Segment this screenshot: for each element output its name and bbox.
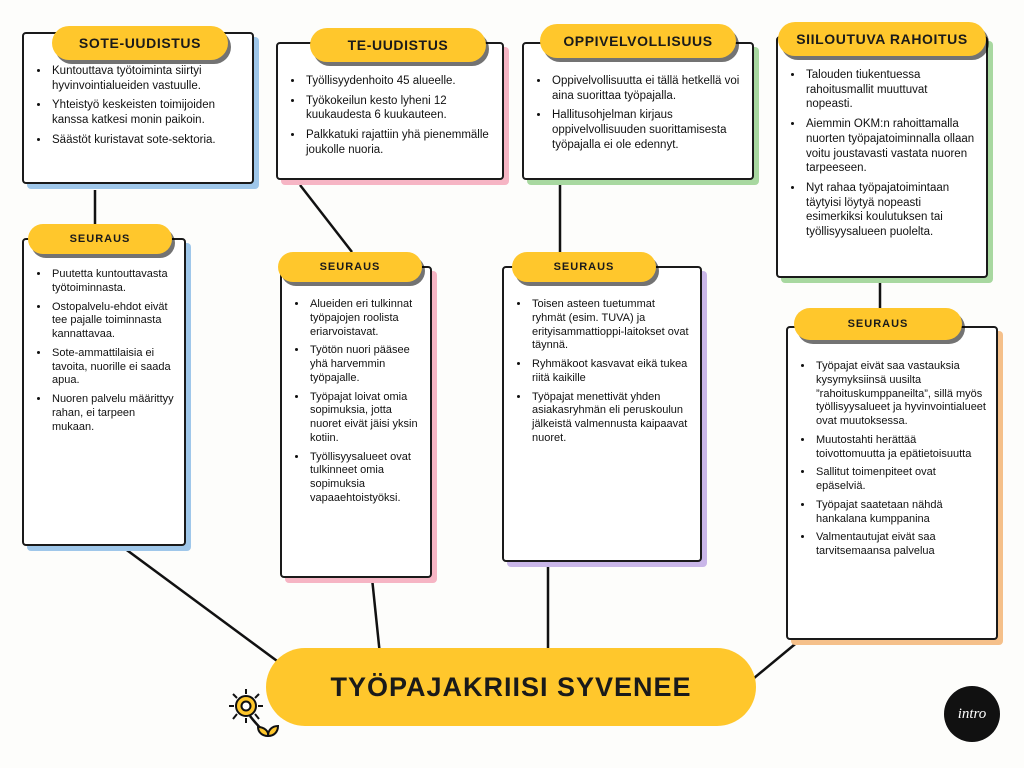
header-label: SIILOUTUVA RAHOITUS [796,31,968,47]
list-item: • Valmentautujat eivät saa tarvitsemaansa palvelua [814,531,986,559]
header-seuraus-oppivelvollisuus [512,252,656,282]
list-item: • Kuntouttava työtoiminta siirtyi hyvinvointialueiden vastuulle. [50,64,242,93]
list-item: • Yhteistyö keskeisten toimijoiden kanssa katkesi monin paikoin. [50,98,242,127]
list-item: • Työpajat eivät saa vastauksia kysymyksiinsä uusilta ”rahoituskumppaneilta”, sillä myös työllisyysalueet ja hyvinvointialueet ovat muutoksessa. [814,360,986,429]
card-oppivelvollisuus-list [534,74,742,153]
card-te-uudistus [276,42,504,180]
list-item: • Työtön nuori pääsee yhä harvemmin työpajalle. [308,344,420,385]
page-title-label: TYÖPAJAKRIISI SYVENEE [330,671,692,702]
list-item: • Säästöt kuristavat sote-sektoria. [50,133,242,148]
list-item: • Hallitusohjelman kirjaus oppivelvollisuuden suorittamisesta työpajalla ei ole edennyt. [550,108,742,152]
header-label: SEURAUS [553,261,615,273]
list-item: • Palkkatuki rajattiin yhä pienemmälle joukolle nuoria. [304,128,492,157]
list-item: • Talouden tiukentuessa rahoitusmallit muuttuvat nopeasti. [804,68,976,112]
header-siiloutuva-rahoitus [778,22,986,56]
header-sote-uudistus [52,26,228,60]
header-label: SEURAUS [847,318,909,330]
flower-icon [222,686,294,748]
list-item: • Sallitut toimenpiteet ovat epäselviä. [814,466,986,494]
header-label: OPPIVELVOLLISUUS [563,33,713,49]
list-item: • Työllisyydenhoito 45 alueelle. [304,74,492,89]
list-item: • Alueiden eri tulkinnat työpajojen roolista eriarvoistavat. [308,298,420,339]
list-item: • Nyt rahaa työpajatoimintaan täytyisi löytyä nopeasti esimerkiksi koulutuksen tai työllisyysalueen puolelta. [804,181,976,240]
header-label: SEURAUS [69,233,131,245]
card-seuraus-sote-list [34,268,174,434]
list-item: • Työllisyysalueet ovat tulkinneet omia sopimuksia vapaaehtoistyöksi. [308,451,420,506]
header-oppivelvollisuus [540,24,736,58]
card-siiloutuva-rahoitus [776,36,988,278]
header-label: SOTE-UUDISTUS [78,35,202,51]
header-seuraus-siiloutuva [794,308,962,340]
list-item: • Aiemmin OKM:n rahoittamalla nuorten työpajatoiminnalla ollaan voitu joustavasti vastata nuoren tarpeeseen. [804,117,976,176]
list-item: • Sote-ammattilaisia ei tavoita, nuorille ei saada apua. [50,347,174,388]
list-item: • Työkokeilun kesto lyheni 12 kuukaudesta 6 kuukauteen. [304,94,492,123]
card-sote-uudistus-list [34,64,242,148]
header-seuraus-te [278,252,422,282]
list-item: • Työpajat loivat omia sopimuksia, jotta nuoret eivät jäisi yksin kotiin. [308,391,420,446]
list-item: • Ostopalvelu-ehdot eivät tee pajalle toiminnasta kannattavaa. [50,301,174,342]
logo [944,686,1000,742]
page-title [266,648,756,726]
card-oppivelvollisuus [522,42,754,180]
card-seuraus-te-list [292,298,420,506]
header-te-uudistus [310,28,486,62]
list-item: • Muutostahti herättää toivottomuutta ja epätietoisuutta [814,434,986,462]
card-seuraus-sote [22,238,186,546]
list-item: • Työpajat menettivät yhden asiakasryhmän eli peruskoulun jälkeistä valmennusta kaipaavat nuoret. [530,391,690,446]
list-item: • Nuoren palvelu määrittyy rahan, ei tarpeen mukaan. [50,393,174,434]
list-item: • Oppivelvollisuutta ei tällä hetkellä voi aina suorittaa työpajalla. [550,74,742,103]
card-seuraus-oppivelvollisuus-list [514,298,690,446]
card-seuraus-oppivelvollisuus [502,266,702,562]
header-label: TE-UUDISTUS [347,37,449,53]
card-seuraus-te [280,266,432,578]
list-item: • Työpajat saatetaan nähdä hankalana kumppanina [814,499,986,527]
card-te-uudistus-list [288,74,492,158]
card-seuraus-siiloutuva-list [798,360,986,559]
logo-label: intro [957,705,987,722]
list-item: • Puutetta kuntouttavasta työtoiminnasta. [50,268,174,296]
header-label: SEURAUS [319,261,381,273]
header-seuraus-sote [28,224,172,254]
list-item: • Toisen asteen tuetummat ryhmät (esim. TUVA) ja erityisammattioppi-laitokset ovat täynnä. [530,298,690,353]
card-siiloutuva-rahoitus-list [788,68,976,240]
card-seuraus-siiloutuva [786,326,998,640]
list-item: • Ryhmäkoot kasvavat eikä tukea riitä kaikille [530,358,690,386]
